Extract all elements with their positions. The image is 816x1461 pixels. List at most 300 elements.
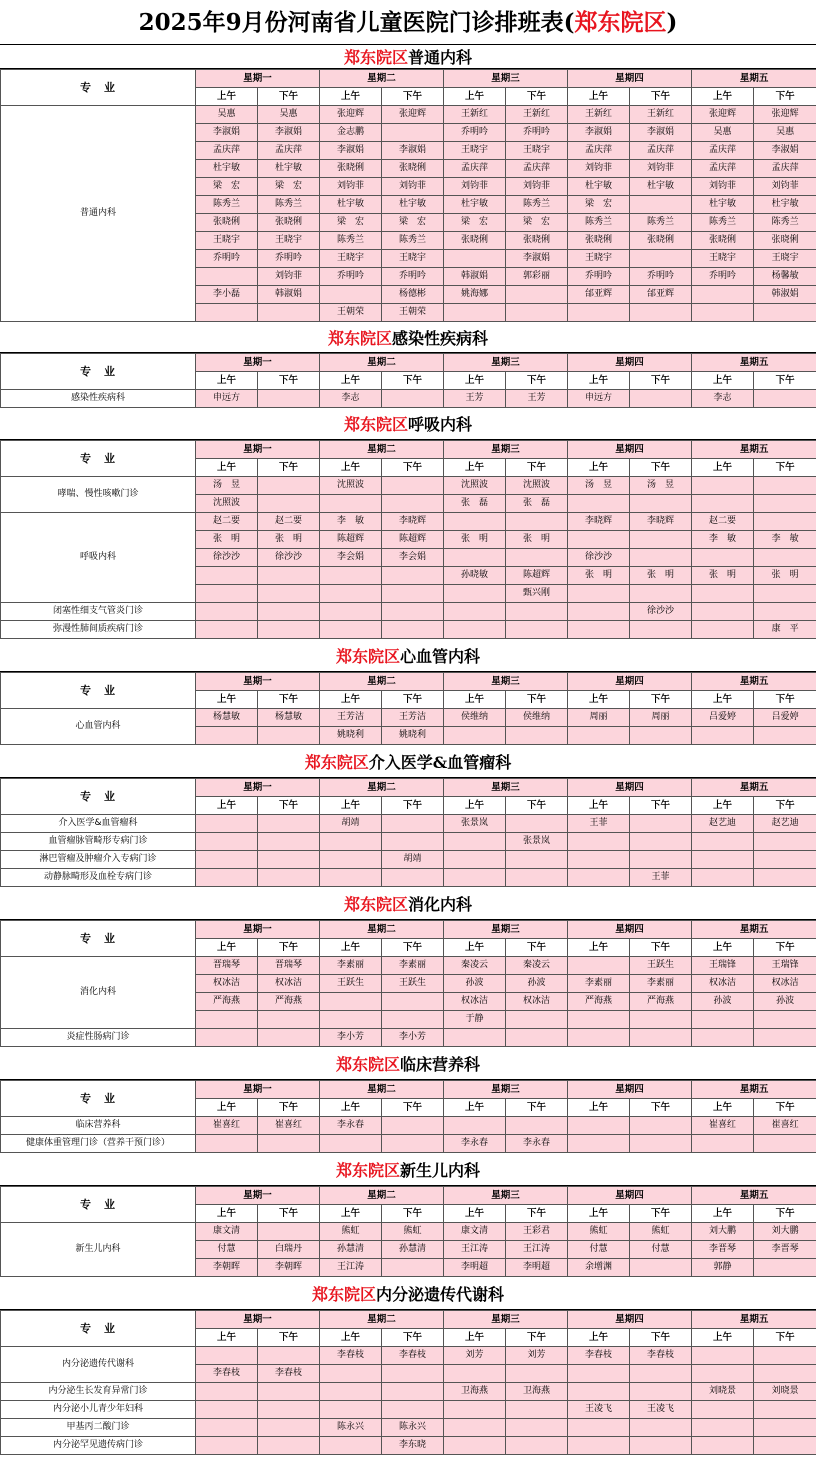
doctor-cell — [382, 1135, 444, 1153]
doctor-cell — [320, 993, 382, 1011]
day-header: 星期五 — [692, 1311, 816, 1329]
doctor-cell — [506, 869, 568, 887]
doctor-cell: 张晓俐 — [506, 232, 568, 250]
afternoon-header: 下午 — [754, 459, 816, 477]
afternoon-header: 下午 — [630, 691, 692, 709]
doctor-cell: 刘钧菲 — [320, 178, 382, 196]
doctor-cell: 李晓辉 — [382, 513, 444, 531]
afternoon-header: 下午 — [506, 88, 568, 106]
doctor-cell: 严海燕 — [568, 993, 630, 1011]
doctor-cell: 刘钧菲 — [692, 178, 754, 196]
doctor-cell: 崔喜红 — [196, 1117, 258, 1135]
doctor-cell: 刘钧菲 — [568, 160, 630, 178]
specialty-header: 专 业 — [1, 70, 196, 106]
afternoon-header: 下午 — [630, 372, 692, 390]
doctor-cell: 王晓宇 — [506, 142, 568, 160]
section-title — [0, 745, 816, 778]
doctor-cell: 李晋琴 — [754, 1241, 816, 1259]
doctor-cell — [630, 1437, 692, 1455]
morning-header: 上午 — [444, 459, 506, 477]
doctor-cell — [754, 1437, 816, 1455]
schedule-table — [0, 1080, 816, 1153]
doctor-cell: 张晓俐 — [568, 232, 630, 250]
afternoon-header: 下午 — [630, 797, 692, 815]
doctor-cell: 卫海燕 — [444, 1383, 506, 1401]
doctor-cell — [754, 1401, 816, 1419]
doctor-cell — [320, 603, 382, 621]
doctor-cell: 李春枝 — [196, 1365, 258, 1383]
doctor-cell: 张 明 — [692, 567, 754, 585]
doctor-cell — [630, 727, 692, 745]
table-row — [1, 833, 816, 851]
doctor-cell: 甄兴刚 — [506, 585, 568, 603]
table-row — [1, 1117, 816, 1135]
morning-header: 上午 — [320, 939, 382, 957]
doctor-cell — [754, 304, 816, 322]
section-name: 感染性疾病科 — [392, 328, 489, 348]
table-row — [1, 869, 816, 887]
doctor-cell: 乔明吟 — [568, 268, 630, 286]
doctor-cell: 陈秀兰 — [382, 232, 444, 250]
doctor-cell: 李晓辉 — [568, 513, 630, 531]
doctor-cell: 陈超辉 — [320, 531, 382, 549]
morning-header: 上午 — [568, 1205, 630, 1223]
day-header: 星期三 — [444, 70, 568, 88]
section-title — [0, 408, 816, 440]
doctor-cell: 王跃生 — [382, 975, 444, 993]
doctor-cell — [568, 585, 630, 603]
section-name: 新生儿内科 — [400, 1160, 481, 1180]
doctor-cell: 乔明吟 — [506, 124, 568, 142]
doctor-cell: 邰亚辉 — [630, 286, 692, 304]
doctor-cell: 王朝荣 — [320, 304, 382, 322]
doctor-cell: 刘大鹏 — [754, 1223, 816, 1241]
doctor-cell — [258, 1401, 320, 1419]
day-header: 星期二 — [320, 921, 444, 939]
afternoon-header: 下午 — [258, 797, 320, 815]
doctor-cell: 卫海燕 — [506, 1383, 568, 1401]
specialty-label: 闭塞性细支气管炎门诊 — [1, 603, 196, 621]
doctor-cell — [196, 621, 258, 639]
morning-header: 上午 — [196, 88, 258, 106]
doctor-cell: 郭彩丽 — [506, 268, 568, 286]
doctor-cell: 刘芳 — [444, 1347, 506, 1365]
specialty-header: 专 业 — [1, 1081, 196, 1117]
doctor-cell: 王晓宇 — [568, 250, 630, 268]
doctor-cell: 乔明吟 — [320, 268, 382, 286]
doctor-cell — [320, 1401, 382, 1419]
morning-header: 上午 — [568, 691, 630, 709]
doctor-cell: 杨馨敏 — [754, 268, 816, 286]
doctor-cell: 孙晓敏 — [444, 567, 506, 585]
doctor-cell — [506, 621, 568, 639]
doctor-cell: 陈秀兰 — [568, 214, 630, 232]
doctor-cell — [630, 1135, 692, 1153]
afternoon-header: 下午 — [258, 1099, 320, 1117]
doctor-cell — [692, 851, 754, 869]
doctor-cell: 李明超 — [506, 1259, 568, 1277]
morning-header: 上午 — [692, 88, 754, 106]
doctor-cell — [444, 851, 506, 869]
doctor-cell: 李永春 — [320, 1117, 382, 1135]
doctor-cell: 李朝晖 — [258, 1259, 320, 1277]
doctor-cell: 王芳洁 — [382, 709, 444, 727]
doctor-cell — [258, 1029, 320, 1047]
doctor-cell — [444, 603, 506, 621]
day-header: 星期一 — [196, 441, 320, 459]
section-name: 介入医学&血管瘤科 — [368, 752, 512, 772]
doctor-cell — [382, 1011, 444, 1029]
doctor-cell — [692, 1135, 754, 1153]
afternoon-header: 下午 — [506, 372, 568, 390]
doctor-cell: 秦凌云 — [444, 957, 506, 975]
doctor-cell — [382, 833, 444, 851]
doctor-cell: 孙波 — [754, 993, 816, 1011]
table-row — [1, 1383, 816, 1401]
doctor-cell — [258, 1135, 320, 1153]
doctor-cell: 乔明吟 — [258, 250, 320, 268]
doctor-cell: 张晓俐 — [382, 160, 444, 178]
morning-header: 上午 — [320, 1205, 382, 1223]
table-row — [1, 1223, 816, 1241]
doctor-cell — [692, 286, 754, 304]
doctor-cell — [568, 833, 630, 851]
table-row — [1, 1347, 816, 1365]
specialty-label: 淋巴管瘤及肿瘤介入专病门诊 — [1, 851, 196, 869]
doctor-cell: 李明超 — [444, 1259, 506, 1277]
doctor-cell — [568, 603, 630, 621]
doctor-cell — [630, 196, 692, 214]
header-days-row — [1, 1081, 816, 1099]
day-header: 星期一 — [196, 779, 320, 797]
doctor-cell: 刘大鹏 — [692, 1223, 754, 1241]
day-header: 星期三 — [444, 921, 568, 939]
day-header: 星期二 — [320, 70, 444, 88]
doctor-cell: 乔明吟 — [196, 250, 258, 268]
doctor-cell: 吴惠 — [258, 106, 320, 124]
doctor-cell: 权冰洁 — [444, 993, 506, 1011]
doctor-cell: 杨德彬 — [382, 286, 444, 304]
doctor-cell: 杜宇敏 — [196, 160, 258, 178]
doctor-cell — [382, 1259, 444, 1277]
specialty-label: 动静脉畸形及血栓专病门诊 — [1, 869, 196, 887]
doctor-cell: 白瑞丹 — [258, 1241, 320, 1259]
doctor-cell: 权冰洁 — [754, 975, 816, 993]
morning-header: 上午 — [196, 372, 258, 390]
doctor-cell: 付慧 — [568, 1241, 630, 1259]
doctor-cell — [754, 1135, 816, 1153]
doctor-cell — [382, 1401, 444, 1419]
doctor-cell: 李淑娟 — [258, 124, 320, 142]
doctor-cell — [444, 304, 506, 322]
afternoon-header: 下午 — [382, 797, 444, 815]
afternoon-header: 下午 — [382, 88, 444, 106]
doctor-cell: 赵二要 — [692, 513, 754, 531]
doctor-cell — [754, 1029, 816, 1047]
doctor-cell — [754, 1365, 816, 1383]
doctor-cell: 张晓俐 — [630, 232, 692, 250]
doctor-cell — [382, 1365, 444, 1383]
table-row — [1, 106, 816, 124]
schedule-table — [0, 920, 816, 1047]
doctor-cell: 张 明 — [444, 531, 506, 549]
doctor-cell — [444, 621, 506, 639]
specialty-header: 专 业 — [1, 354, 196, 390]
doctor-cell: 王晓宇 — [382, 250, 444, 268]
day-header: 星期三 — [444, 354, 568, 372]
specialty-label: 新生儿内科 — [1, 1223, 196, 1277]
doctor-cell: 吴惠 — [754, 124, 816, 142]
doctor-cell — [320, 1135, 382, 1153]
afternoon-header: 下午 — [258, 1329, 320, 1347]
doctor-cell — [692, 1419, 754, 1437]
morning-header: 上午 — [692, 691, 754, 709]
doctor-cell — [568, 1029, 630, 1047]
doctor-cell — [196, 585, 258, 603]
doctor-cell: 张 明 — [568, 567, 630, 585]
doctor-cell: 吴惠 — [196, 106, 258, 124]
doctor-cell: 李春枝 — [382, 1347, 444, 1365]
doctor-cell — [506, 851, 568, 869]
doctor-cell: 孙波 — [506, 975, 568, 993]
morning-header: 上午 — [196, 1329, 258, 1347]
table-row — [1, 621, 816, 639]
morning-header: 上午 — [444, 1099, 506, 1117]
doctor-cell — [196, 727, 258, 745]
doctor-cell — [630, 531, 692, 549]
doctor-cell — [506, 304, 568, 322]
doctor-cell: 熊虹 — [630, 1223, 692, 1241]
doctor-cell — [258, 1437, 320, 1455]
doctor-cell — [444, 727, 506, 745]
doctor-cell — [196, 851, 258, 869]
doctor-cell: 赵二要 — [258, 513, 320, 531]
doctor-cell — [196, 1383, 258, 1401]
doctor-cell — [630, 1011, 692, 1029]
doctor-cell — [630, 495, 692, 513]
doctor-cell — [320, 567, 382, 585]
morning-header: 上午 — [568, 1099, 630, 1117]
doctor-cell: 刘钧菲 — [630, 160, 692, 178]
doctor-cell: 徐沙沙 — [258, 549, 320, 567]
morning-header: 上午 — [444, 1205, 506, 1223]
doctor-cell: 康 平 — [754, 621, 816, 639]
doctor-cell: 李朝晖 — [196, 1259, 258, 1277]
afternoon-header: 下午 — [382, 1099, 444, 1117]
doctor-cell — [444, 1401, 506, 1419]
doctor-cell — [506, 513, 568, 531]
doctor-cell: 陈秀兰 — [320, 232, 382, 250]
doctor-cell: 金志鹏 — [320, 124, 382, 142]
doctor-cell — [258, 567, 320, 585]
doctor-cell — [754, 1347, 816, 1365]
doctor-cell: 侯维纳 — [506, 709, 568, 727]
doctor-cell: 刘钧菲 — [382, 178, 444, 196]
doctor-cell — [506, 1011, 568, 1029]
doctor-cell — [630, 1419, 692, 1437]
doctor-cell — [258, 833, 320, 851]
doctor-cell — [506, 549, 568, 567]
section-campus: 郑东院区 — [343, 48, 408, 67]
doctor-cell: 张 明 — [506, 531, 568, 549]
doctor-cell: 孙慧清 — [382, 1241, 444, 1259]
afternoon-header: 下午 — [382, 691, 444, 709]
doctor-cell: 王江涛 — [444, 1241, 506, 1259]
doctor-cell: 张 明 — [258, 531, 320, 549]
doctor-cell — [630, 1029, 692, 1047]
doctor-cell: 张迎辉 — [754, 106, 816, 124]
doctor-cell: 周丽 — [630, 709, 692, 727]
morning-header: 上午 — [444, 88, 506, 106]
morning-header: 上午 — [692, 939, 754, 957]
doctor-cell — [320, 585, 382, 603]
doctor-cell — [692, 1347, 754, 1365]
doctor-cell — [692, 495, 754, 513]
day-header: 星期三 — [444, 1311, 568, 1329]
section-title — [0, 1047, 816, 1080]
doctor-cell — [258, 727, 320, 745]
doctor-cell: 韩淑娟 — [444, 268, 506, 286]
doctor-cell: 孙波 — [444, 975, 506, 993]
doctor-cell: 王晓宇 — [692, 250, 754, 268]
section-name: 临床营养科 — [400, 1054, 481, 1074]
section-title — [0, 1153, 816, 1186]
specialty-label: 内分泌小儿青少年妇科 — [1, 1401, 196, 1419]
doctor-cell: 韩淑娟 — [258, 286, 320, 304]
afternoon-header: 下午 — [258, 88, 320, 106]
doctor-cell — [382, 1383, 444, 1401]
doctor-cell: 李淑娟 — [382, 142, 444, 160]
doctor-cell — [630, 1365, 692, 1383]
doctor-cell: 王新红 — [444, 106, 506, 124]
specialty-header: 专 业 — [1, 779, 196, 815]
doctor-cell — [320, 1365, 382, 1383]
doctor-cell: 姚晓利 — [382, 727, 444, 745]
morning-header: 上午 — [320, 372, 382, 390]
doctor-cell: 沈照波 — [444, 477, 506, 495]
doctor-cell: 李晓辉 — [630, 513, 692, 531]
doctor-cell — [258, 477, 320, 495]
afternoon-header: 下午 — [754, 939, 816, 957]
doctor-cell — [568, 1135, 630, 1153]
doctor-cell: 余增渊 — [568, 1259, 630, 1277]
doctor-cell: 孟庆萍 — [568, 142, 630, 160]
doctor-cell — [444, 1365, 506, 1383]
doctor-cell: 徐沙沙 — [568, 549, 630, 567]
doctor-cell — [692, 1365, 754, 1383]
doctor-cell — [692, 1437, 754, 1455]
doctor-cell — [754, 585, 816, 603]
section-title — [0, 639, 816, 672]
doctor-cell: 张迎辉 — [692, 106, 754, 124]
doctor-cell — [506, 1117, 568, 1135]
doctor-cell — [444, 1437, 506, 1455]
morning-header: 上午 — [692, 459, 754, 477]
doctor-cell — [630, 585, 692, 603]
doctor-cell: 张迎辉 — [382, 106, 444, 124]
schedule-table — [0, 69, 816, 322]
day-header: 星期五 — [692, 70, 816, 88]
doctor-cell: 沈照波 — [196, 495, 258, 513]
table-row — [1, 513, 816, 531]
morning-header: 上午 — [568, 797, 630, 815]
doctor-cell — [692, 603, 754, 621]
doctor-cell — [382, 495, 444, 513]
doctor-cell: 李素丽 — [568, 975, 630, 993]
doctor-cell — [382, 993, 444, 1011]
doctor-cell — [630, 1117, 692, 1135]
doctor-cell: 张晓俐 — [196, 214, 258, 232]
doctor-cell: 杜宇敏 — [320, 196, 382, 214]
day-header: 星期一 — [196, 1081, 320, 1099]
doctor-cell: 徐沙沙 — [196, 549, 258, 567]
doctor-cell — [196, 869, 258, 887]
doctor-cell — [258, 815, 320, 833]
doctor-cell — [568, 1011, 630, 1029]
day-header: 星期二 — [320, 779, 444, 797]
doctor-cell: 熊虹 — [568, 1223, 630, 1241]
doctor-cell: 赵艺迪 — [754, 815, 816, 833]
specialty-label: 甲基丙二酸门诊 — [1, 1419, 196, 1437]
doctor-cell: 王晓宇 — [196, 232, 258, 250]
doctor-cell — [258, 1223, 320, 1241]
morning-header: 上午 — [196, 691, 258, 709]
day-header: 星期四 — [568, 1187, 692, 1205]
doctor-cell — [444, 869, 506, 887]
doctor-cell: 姚晓利 — [320, 727, 382, 745]
schedule-table — [0, 778, 816, 887]
doctor-cell: 李春枝 — [320, 1347, 382, 1365]
section-title — [0, 1277, 816, 1310]
section-title — [0, 887, 816, 920]
doctor-cell: 李淑娟 — [506, 250, 568, 268]
day-header: 星期二 — [320, 1081, 444, 1099]
doctor-cell — [630, 851, 692, 869]
doctor-cell — [196, 268, 258, 286]
doctor-cell: 张迎辉 — [320, 106, 382, 124]
table-row — [1, 390, 816, 408]
doctor-cell: 杜宇敏 — [444, 196, 506, 214]
afternoon-header: 下午 — [382, 1329, 444, 1347]
header-days-row — [1, 1187, 816, 1205]
doctor-cell: 梁 宏 — [382, 214, 444, 232]
doctor-cell — [382, 124, 444, 142]
doctor-cell — [692, 477, 754, 495]
doctor-cell: 权冰洁 — [506, 993, 568, 1011]
schedule-table — [0, 672, 816, 745]
doctor-cell: 王晓宇 — [444, 142, 506, 160]
morning-header: 上午 — [692, 372, 754, 390]
afternoon-header: 下午 — [258, 939, 320, 957]
afternoon-header: 下午 — [754, 1205, 816, 1223]
doctor-cell: 张晓俐 — [754, 232, 816, 250]
doctor-cell: 于静 — [444, 1011, 506, 1029]
section-campus: 郑东院区 — [311, 1284, 376, 1304]
header-days-row — [1, 779, 816, 797]
doctor-cell: 王江涛 — [320, 1259, 382, 1277]
doctor-cell: 晋瑞琴 — [258, 957, 320, 975]
morning-header: 上午 — [444, 372, 506, 390]
doctor-cell — [258, 304, 320, 322]
doctor-cell — [568, 1365, 630, 1383]
doctor-cell — [258, 603, 320, 621]
header-days-row — [1, 354, 816, 372]
doctor-cell — [630, 833, 692, 851]
doctor-cell — [568, 957, 630, 975]
doctor-cell — [568, 1437, 630, 1455]
doctor-cell — [506, 1365, 568, 1383]
morning-header: 上午 — [196, 1099, 258, 1117]
